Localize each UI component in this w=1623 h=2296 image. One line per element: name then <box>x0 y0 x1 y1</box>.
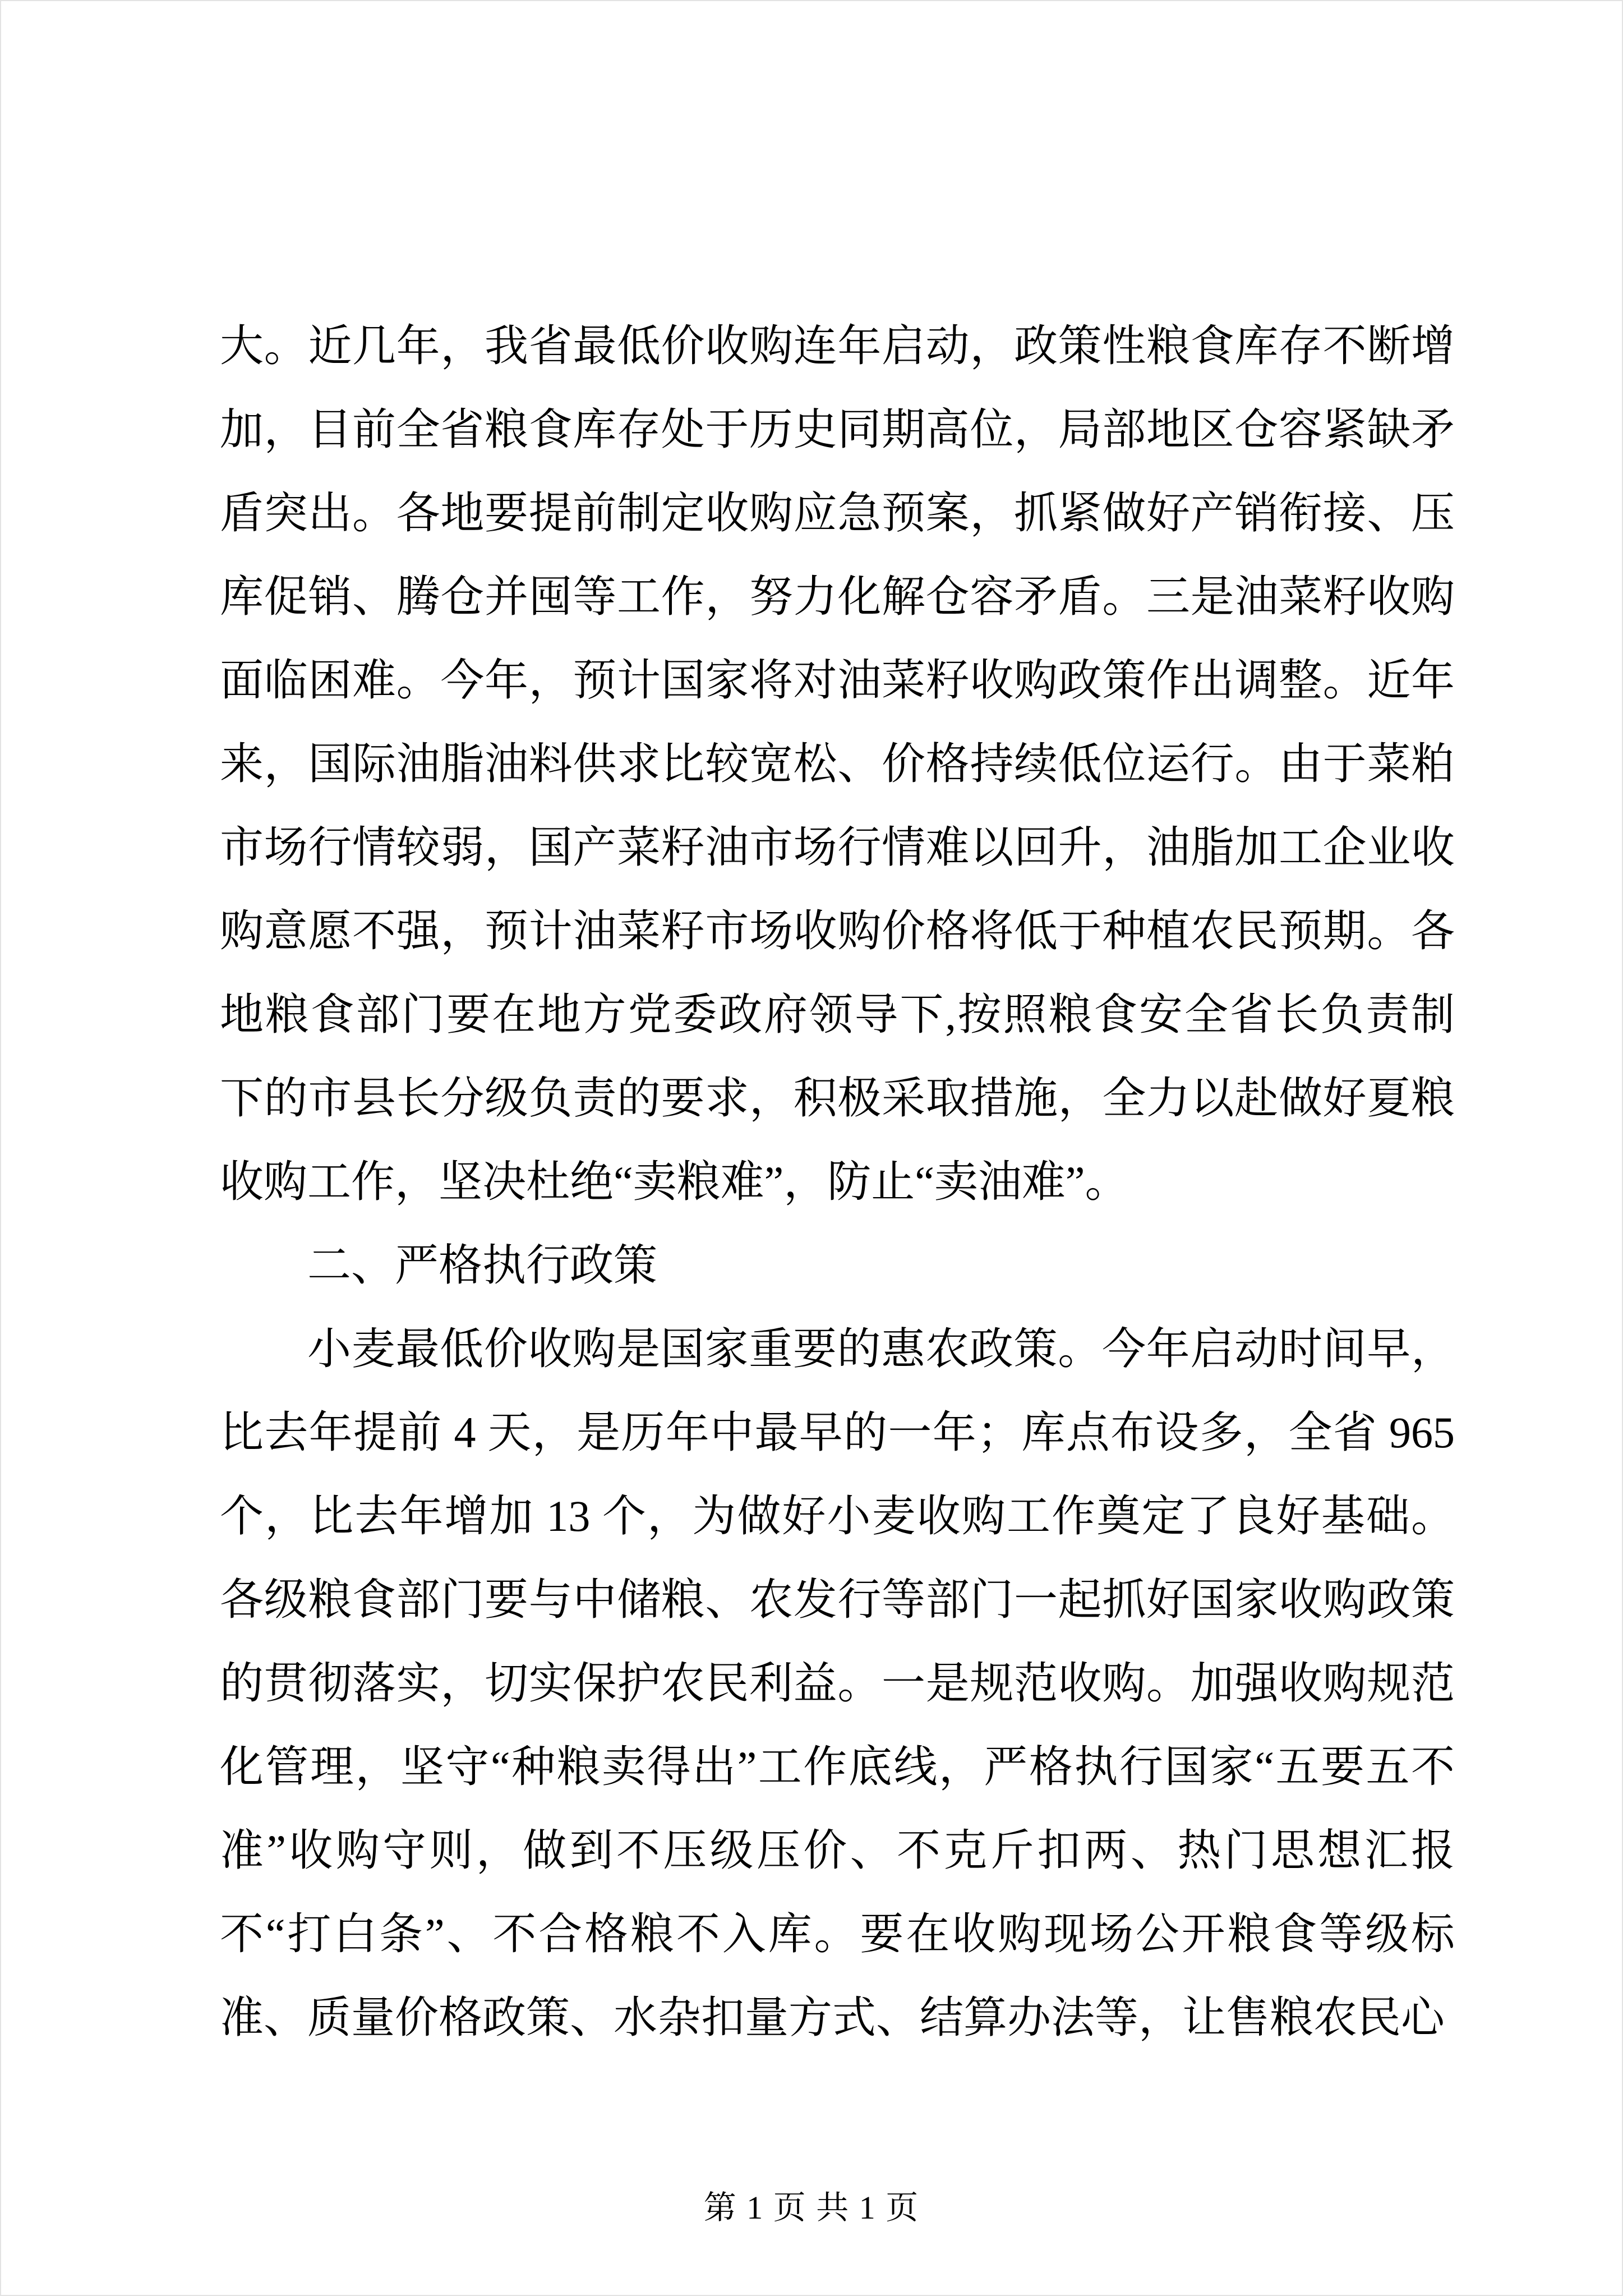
page-number-footer: 第 1 页 共 1 页 <box>703 2189 920 2226</box>
section-heading: 二、严格执行政策 <box>307 1241 658 1290</box>
paragraph: 小麦最低价收购是国家重要的惠农政策。今年启动时间早，比去年提前 4 天，是历年中最早的一年；库点布设多，全省 965 个，比去年增加 13 个，为做好小麦收购工作奠定了良好基础。各级粮食部门要与中储粮、农发行等部门一起抓好国家收购政策的贯彻落实，切实保护农民利益。一是规范收购。加强收购规范化管理，坚守“种粮卖得出”工作底线，严格执行国家“五要五不准”收购守则，做到不压级压价、不克斤扣两、热门思想汇报不“打白条”、不合格粮不入库。要在收购现场公开粮食等级标准、质量价格政策、水杂扣量方式、结算办法等，让售粮农民心 <box>220 1324 1455 2042</box>
paragraph: 大。近几年，我省最低价收购连年启动，政策性粮食库存不断增加，目前全省粮食库存处于历史同期高位，局部地区仓容紧缺矛盾突出。各地要提前制定收购应急预案，抓紧做好产销衔接、压库促销、腾仓并囤等工作，努力化解仓容矛盾。三是油菜籽收购面临困难。今年，预计国家将对油菜籽收购政策作出调整。近年来，国际油脂油料供求比较宽松、价格持续低位运行。由于菜粕市场行情较弱，国产菜籽油市场行情难以回升，油脂加工企业收购意愿不强，预计油菜籽市场收购价格将低于种植农民预期。各地粮食部门要在地方党委政府领导下,按照粮食安全省长负责制下的市县长分级负责的要求，积极采取措施，全力以赴做好夏粮收购工作，坚决杜绝“卖粮难”，防止“卖油难”。 <box>220 321 1455 1206</box>
document-body <box>220 304 1455 2059</box>
